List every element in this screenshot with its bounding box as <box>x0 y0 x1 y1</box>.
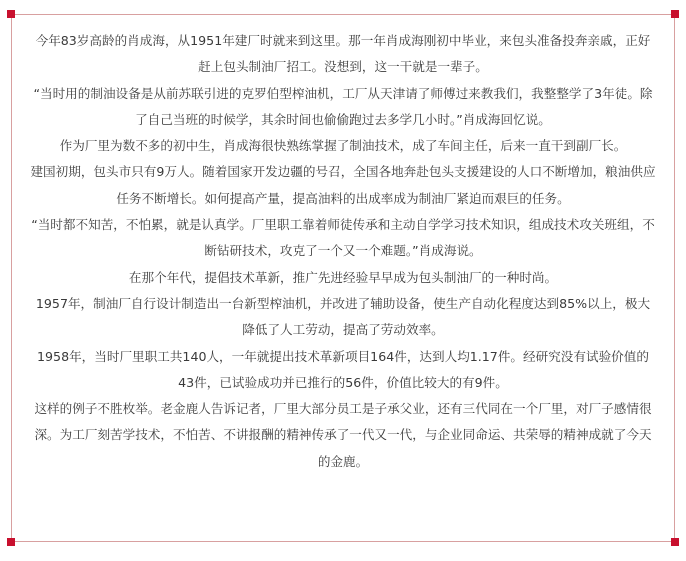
article-paragraph-4: 建国初期，包头市只有9万人。随着国家开发边疆的号召，全国各地奔赴包头支援建设的人口不断增加，粮油供应任务不断增长。如何提高产量，提高油料的出成率成为制油厂紧迫而艰巨的任务。 <box>30 164 656 206</box>
frame-corner-top-right <box>671 10 679 18</box>
frame-corner-bottom-right <box>671 538 679 546</box>
article-paragraph-8: 1958年，当时厂里职工共140人，一年就提出技术革新项目164件，达到人均1.17件。经研究没有试验价值的43件，已试验成功并已推行的56件，价值比较大的有9件。 <box>37 348 649 390</box>
article-body <box>30 28 656 475</box>
article-paragraph-9: 这样的例子不胜枚举。老金鹿人告诉记者，厂里大部分员工是子承父业，还有三代同在一个厂里，对厂子感情很深。为工厂刻苦学技术，不怕苦、不讲报酬的精神传承了一代又一代，与企业同命运、共荣辱的精神成就了今天的金鹿。 <box>34 401 652 469</box>
article-paragraph-3: 作为厂里为数不多的初中生，肖成海很快熟练掌握了制油技术，成了车间主任，后来一直干到副厂长。 <box>59 138 627 154</box>
article-paragraph-2: “当时用的制油设备是从前苏联引进的克罗伯型榨油机，工厂从天津请了师傅过来教我们，我整整学了3年徒。除了自己当班的时候学，其余时间也偷偷跑过去多学几小时。”肖成海回忆说。 <box>33 85 653 127</box>
article-paragraph-6: 在那个年代，提倡技术革新，推广先进经验早早成为包头制油厂的一种时尚。 <box>128 269 558 285</box>
frame-corner-top-left <box>7 10 15 18</box>
frame-corner-bottom-left <box>7 538 15 546</box>
article-paragraph-5: “当时都不知苦，不怕累，就是认真学。厂里职工靠着师徒传承和主动自学学习技术知识，组成技术攻关班组，不断钻研技术，攻克了一个又一个难题。”肖成海说。 <box>31 217 655 259</box>
article-paragraph-7: 1957年，制油厂自行设计制造出一台新型榨油机，并改进了辅助设备，使生产自动化程度达到85%以上，极大降低了人工劳动，提高了劳动效率。 <box>35 295 651 338</box>
article-paragraph-1: 今年83岁高龄的肖成海，从1951年建厂时就来到这里。那一年肖成海刚初中毕业，来包头准备投奔亲戚，正好赶上包头制油厂招工。没想到，这一干就是一辈子。 <box>35 33 651 75</box>
